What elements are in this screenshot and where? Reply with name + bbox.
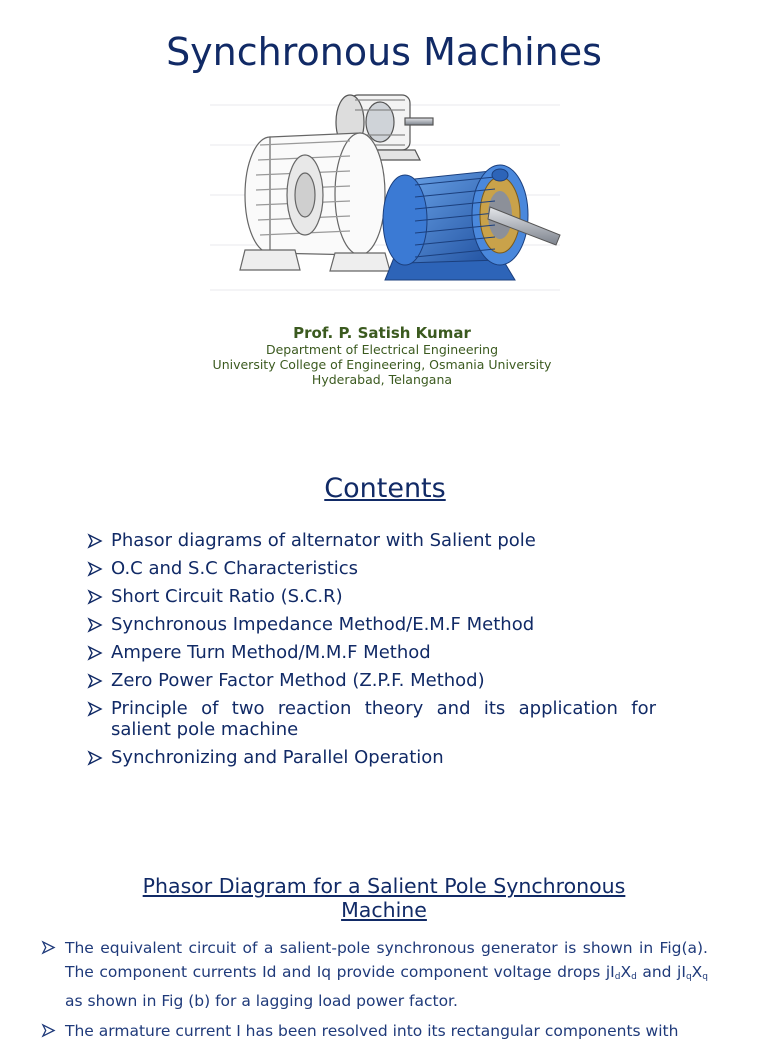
author-block [0,324,764,387]
arrow-bullet-icon [88,618,102,632]
list-item [88,747,656,768]
arrow-bullet-icon [88,702,102,716]
arrow-bullet-icon [88,590,102,604]
contents-item-text: Synchronous Impedance Method/E.M.F Method [111,614,535,635]
arrow-bullet-icon [88,751,102,765]
arrow-bullet-icon [88,674,102,688]
contents-item-text: Short Circuit Ratio (S.C.R) [111,586,343,607]
synchronous-machine-illustration [200,85,570,310]
contents-item-text: Phasor diagrams of alternator with Salient pole [111,530,536,551]
author-name: Prof. P. Satish Kumar [293,324,471,342]
subscript-d: d [631,972,637,982]
arrow-bullet-icon [88,534,102,548]
reactance-symbol: X [620,963,632,981]
list-item [42,936,708,1013]
subscript-q: q [685,972,692,982]
paragraph-text: and jI [636,963,686,981]
author-college: University College of Engineering, Osmania University [212,357,552,372]
paragraph-text: The armature current I has been resolved into its rectangular components with [65,1022,679,1040]
phasor-section-heading: Phasor Diagram for a Salient Pole Synchronous Machine [142,874,626,922]
arrow-bullet-icon [42,1024,55,1037]
contents-item-text: Principle of two reaction theory and its application for salient pole machine [111,698,656,740]
arrow-bullet-icon [88,562,102,576]
contents-list [88,530,656,768]
list-item [42,1019,708,1043]
arrow-bullet-icon [88,646,102,660]
document-title: Synchronous Machines [166,30,602,74]
subscript-q: q [702,972,708,982]
contents-item-text: Ampere Turn Method/M.M.F Method [111,642,431,663]
paragraph-text: The equivalent circuit of a salient-pole synchronous generator is shown in Fig(a). The component currents Id and Iq provide component voltage drops jI [65,939,708,981]
contents-heading: Contents [324,473,446,504]
list-item [88,558,656,579]
author-location: Hyderabad, Telangana [311,372,453,387]
list-item [88,614,656,635]
contents-item-text: Zero Power Factor Method (Z.P.F. Method) [111,670,485,691]
outline-machine-drawing [240,133,390,271]
list-item [88,698,656,740]
paragraph-text: as shown in Fig (b) for a lagging load power factor. [65,992,458,1010]
author-department: Department of Electrical Engineering [265,342,499,357]
list-item [88,642,656,663]
list-item [88,530,656,551]
contents-item-text: Synchronizing and Parallel Operation [111,747,444,768]
list-item [88,670,656,691]
list-item [88,586,656,607]
reactance-symbol: X [691,963,703,981]
phasor-body-list [42,936,708,1043]
subscript-d: d [614,972,621,982]
arrow-bullet-icon [42,941,55,954]
contents-item-text: O.C and S.C Characteristics [111,558,359,579]
